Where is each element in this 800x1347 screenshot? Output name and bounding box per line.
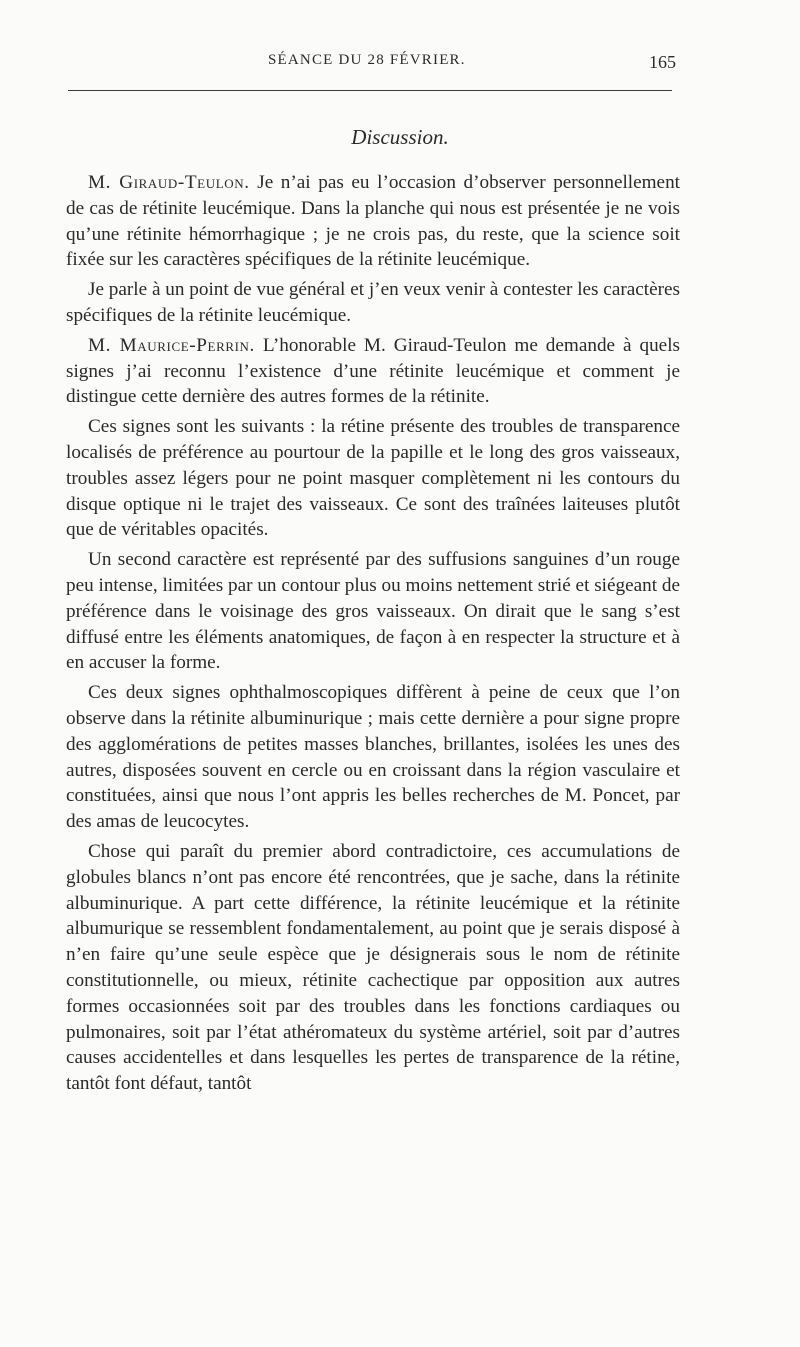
header-rule <box>68 90 672 91</box>
paragraph-text: L’honorable M. Giraud-Teulon me demande à quels signes j’ai reconnu l’existence d’une rétinite leucémique et comment je distingue cette dernière des autres formes de la rétinite. <box>66 334 680 408</box>
paragraph-text: Chose qui paraît du premier abord contradictoire, ces accumulations de globules blancs n’ont pas encore été rencontrées, que je sache, dans la rétinite albuminurique. A part cette différence, la rétinite leucémique et la rétinite albumurique se ressemblent fondamentalement, au point que je serais disposé à n’en faire qu’une seule espèce que je désignerais sous le nom de rétinite constitutionnelle, ou mieux, rétinite cachectique par opposition aux autres formes occasionnées soit par des troubles dans les fonctions cardiaques ou pulmonaires, soit par l’état athéromateux du système artériel, soit par d’autres causes accidentelles et dans lesquelles les pertes de transparence de la rétine, tantôt font défaut, tantôt <box>66 840 680 1095</box>
paragraph-text: Ces deux signes ophthalmoscopiques diffèrent à peine de ceux que l’on observe dans la rétinite albuminurique ; mais cette dernière a pour signe propre des agglomérations de petites masses blanches, brillantes, isolées les unes des autres, disposées souvent en cercle ou en croissant dans la région vasculaire et constituées, ainsi que nous l’ont appris les belles recherches de M. Poncet, par des amas de leucocytes. <box>66 682 680 833</box>
paragraph <box>66 680 680 835</box>
speaker-name: M. Maurice-Perrin. <box>88 334 255 356</box>
paragraph <box>66 333 680 410</box>
paragraph <box>66 277 680 329</box>
section-title: Discussion. <box>351 125 449 149</box>
paragraph <box>66 839 680 1097</box>
paragraph <box>66 414 680 543</box>
running-head: SÉANCE DU 28 FÉVRIER. <box>268 52 466 68</box>
page-header <box>68 52 680 82</box>
body-text <box>66 170 680 1101</box>
page-number: 165 <box>649 52 676 72</box>
paragraph-text: Je parle à un point de vue général et j’en veux venir à contester les caractères spécifiques de la rétinite leucémique. <box>66 279 680 326</box>
paragraph <box>66 547 680 676</box>
speaker-name: M. Giraud-Teulon. <box>88 172 250 193</box>
paragraph-text: Je n’ai pas eu l’occasion d’observer personnellement de cas de rétinite leucémique. Dans la planche qui nous est présentée je ne vois qu’une rétinite hémorrhagique ; je ne crois pas, du reste, que la science soit fixée sur les caractères spécifiques de la rétinite leucémique. <box>66 172 680 271</box>
paragraph-text: Un second caractère est représenté par des suffusions sanguines d’un rouge peu intense, limitées par un contour plus ou moins nettement strié et siégeant de préférence dans le voisinage des gros vaisseaux. On dirait que le sang s’est diffusé entre les éléments anatomiques, de façon à en respecter la structure et à en accuser la forme. <box>66 549 680 674</box>
paragraph-text: Ces signes sont les suivants : la rétine présente des troubles de transparence localisés de préférence au pourtour de la papille et le long des gros vaisseaux, troubles assez légers pour ne point masquer complètement ni les contours du disque optique ni le trajet des vaisseaux. Ce sont des traînées laiteuses plutôt que de véritables opacités. <box>66 416 680 541</box>
paragraph <box>66 170 680 273</box>
